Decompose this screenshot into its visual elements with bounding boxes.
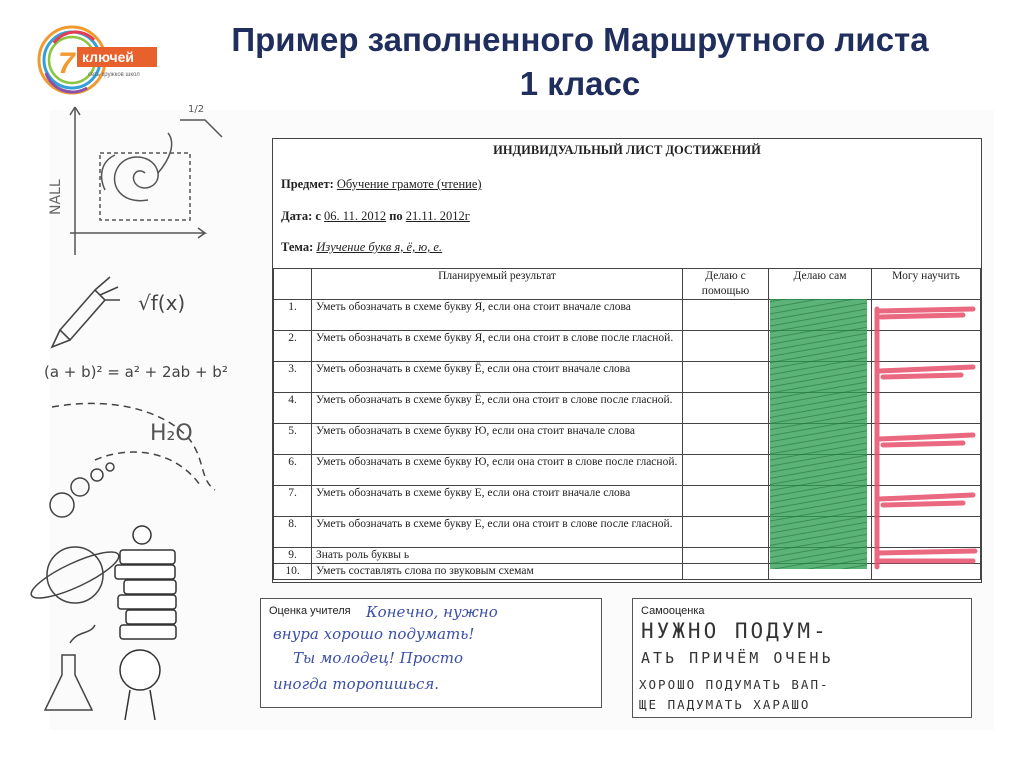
subject-label: Предмет:: [281, 177, 334, 191]
table-row: [274, 393, 981, 424]
self-comment-line: АТЬ ПРИЧЁМ ОЧЕНЬ: [641, 649, 834, 667]
logo-brand-text: ключей: [82, 49, 135, 65]
slide-title-line1: Пример заполненного Маршрутного листа: [231, 21, 929, 58]
self-comment-line: ХОРОШО ПОДУМАТЬ ВАП-: [639, 677, 830, 692]
row-number: 5.: [274, 424, 312, 455]
square-formula: (a + b)² = a² + 2ab + b²: [44, 363, 228, 381]
table-row: [274, 486, 981, 517]
row-number: 1.: [274, 300, 312, 331]
logo-digit: 7: [58, 47, 75, 80]
table-header-row: [274, 269, 981, 300]
teacher-evaluation-label: Оценка учителя: [269, 605, 351, 617]
water-formula: H₂O: [150, 421, 193, 446]
planet-icon: [26, 544, 123, 606]
slide-title: [180, 18, 980, 106]
row-number: 7.: [274, 486, 312, 517]
bubbles-icon: [50, 463, 114, 517]
date-from-prefix: с: [315, 209, 321, 223]
table-row: [274, 362, 981, 393]
table-row: [274, 424, 981, 455]
date-label: Дата:: [281, 209, 313, 223]
cell-self: [769, 517, 872, 548]
cell-can-teach: [872, 564, 981, 580]
teacher-comment-line: Конечно, нужно: [366, 603, 498, 621]
teacher-comment-line: иногда торопишься.: [273, 675, 440, 693]
row-text: Уметь обозначать в схеме букву Я, если она стоит в слове после гласной.: [312, 331, 683, 362]
cell-self: [769, 455, 872, 486]
cell-self: [769, 393, 872, 424]
geometry-doodle-icon: [70, 107, 222, 255]
sqrt-formula: √f(x): [138, 291, 186, 315]
date-to: 21.11. 2012г: [405, 209, 470, 223]
topic-line: [281, 240, 442, 255]
row-text: Знать роль буквы ь: [312, 548, 683, 564]
column-header: Делаю с помощью: [683, 269, 769, 300]
table-row: [274, 548, 981, 564]
table-row: [274, 564, 981, 580]
column-header: Делаю сам: [769, 269, 872, 300]
row-text: Уметь обозначать в схеме букву Ё, если она стоит вначале слова: [312, 362, 683, 393]
flask-icon: [45, 625, 95, 710]
cell-with-help: [683, 455, 769, 486]
row-number: 3.: [274, 362, 312, 393]
row-number: 9.: [274, 548, 312, 564]
topic-value: Изучение букв я, ё, ю, е.: [316, 240, 443, 254]
topic-label: Тема:: [281, 240, 314, 254]
table-row: [274, 331, 981, 362]
cell-with-help: [683, 548, 769, 564]
cell-self: [769, 564, 872, 580]
cell-can-teach: [872, 393, 981, 424]
row-number: 10.: [274, 564, 312, 580]
row-text: Уметь обозначать в схеме букву Е, если она стоит вначале слова: [312, 486, 683, 517]
cell-self: [769, 300, 872, 331]
row-text: Уметь обозначать в схеме букву Е, если она стоит в слове после гласной.: [312, 517, 683, 548]
cell-with-help: [683, 393, 769, 424]
row-text: Уметь обозначать в схеме букву Ё, если она стоит в слове после гласной.: [312, 393, 683, 424]
cell-can-teach: [872, 300, 981, 331]
cell-can-teach: [872, 424, 981, 455]
cell-self: [769, 424, 872, 455]
logo: [32, 18, 168, 98]
cell-with-help: [683, 300, 769, 331]
results-table: [273, 268, 981, 580]
row-text: Уметь обозначать в схеме букву Ю, если она стоит в слове после гласной.: [312, 455, 683, 486]
self-comment-line: НУЖНО ПОДУМ-: [641, 619, 829, 643]
side-label: NALL: [48, 179, 64, 215]
cell-can-teach: [872, 362, 981, 393]
column-header: [274, 269, 312, 300]
cell-with-help: [683, 331, 769, 362]
cell-can-teach: [872, 548, 981, 564]
table-row: [274, 517, 981, 548]
slide-title-line2: 1 класс: [519, 65, 641, 102]
teacher-evaluation-box: [260, 598, 602, 708]
teacher-comment-line: Ты молодец! Просто: [293, 649, 464, 667]
achievement-sheet: [272, 138, 982, 583]
date-line: [281, 209, 470, 224]
row-number: 6.: [274, 455, 312, 486]
book-stack-icon: [115, 526, 176, 720]
date-to-prefix: по: [389, 209, 403, 223]
cell-with-help: [683, 362, 769, 393]
fraction-label: 1/2: [188, 104, 205, 115]
subject-value: Обучение грамоте (чтение): [336, 177, 482, 191]
subject-line: [281, 177, 482, 192]
pen-doodle-icon: [52, 277, 120, 347]
column-header: Планируемый результат: [312, 269, 683, 300]
row-text: Уметь обозначать в схеме букву Я, если она стоит вначале слова: [312, 300, 683, 331]
cell-with-help: [683, 486, 769, 517]
date-from: 06. 11. 2012: [324, 209, 387, 223]
cell-with-help: [683, 517, 769, 548]
cell-can-teach: [872, 517, 981, 548]
cell-self: [769, 362, 872, 393]
table-row: [274, 455, 981, 486]
cell-self: [769, 548, 872, 564]
self-comment-line: ЩЕ ПАДУМАТЬ ХАРАШО: [639, 697, 811, 712]
doodle-panel: [0, 95, 270, 735]
table-row: [274, 300, 981, 331]
row-number: 4.: [274, 393, 312, 424]
row-text: Уметь составлять слова по звуковым схемам: [312, 564, 683, 580]
cell-can-teach: [872, 486, 981, 517]
self-evaluation-label: Самооценка: [641, 605, 705, 617]
cell-with-help: [683, 424, 769, 455]
row-number: 8.: [274, 517, 312, 548]
logo-subtitle: сеть кружков школ: [88, 72, 140, 78]
cell-can-teach: [872, 455, 981, 486]
row-text: Уметь обозначать в схеме букву Ю, если она стоит вначале слова: [312, 424, 683, 455]
cell-self: [769, 331, 872, 362]
sheet-title: ИНДИВИДУАЛЬНЫЙ ЛИСТ ДОСТИЖЕНИЙ: [493, 143, 761, 157]
cell-can-teach: [872, 331, 981, 362]
teacher-comment-line: внура хорошо подумать!: [273, 625, 475, 643]
self-evaluation-box: [632, 598, 972, 718]
row-number: 2.: [274, 331, 312, 362]
cell-with-help: [683, 564, 769, 580]
cell-self: [769, 486, 872, 517]
column-header: Могу научить: [872, 269, 981, 300]
